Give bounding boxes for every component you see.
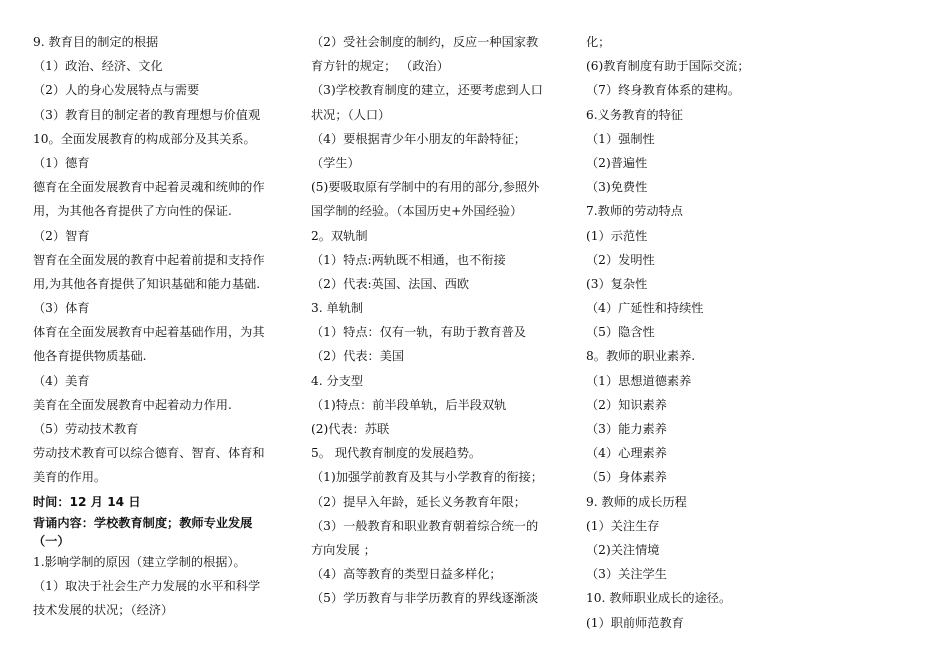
text-line: （5）隐含性 xyxy=(586,325,655,340)
text-column-middle xyxy=(311,30,566,611)
text-line: （1）政治、经济、文化 xyxy=(33,59,163,74)
text-line: （3)学校教育制度的建立，还要考虑到人口 xyxy=(311,83,543,98)
text-line: 他各育提供物质基础. xyxy=(33,349,147,364)
text-line: （2)关注情境 xyxy=(586,542,660,557)
text-line: （4）广延性和持续性 xyxy=(586,301,704,316)
text-line: 体育在全面发展教育中起着基础作用，为其 xyxy=(33,325,265,340)
text-line: （3）一般教育和职业教育朝着综合统一的 xyxy=(311,518,539,533)
text-line: （1）特点:两轨既不相通，也不衔接 xyxy=(311,252,506,267)
text-line: (1）关注生存 xyxy=(586,518,660,533)
text-line: 10。全面发展教育的构成部分及其关系。 xyxy=(33,131,256,146)
text-line: （4）高等教育的类型日益多样化； xyxy=(311,567,502,582)
text-line: （2）人的身心发展特点与需要 xyxy=(33,83,200,98)
text-line: （2）受社会制度的制约，反应一种国家教 xyxy=(311,35,539,49)
text-line: （2）智育 xyxy=(33,228,90,243)
text-line: （2）代表：美国 xyxy=(311,349,405,364)
text-line: （1）思想道德素养 xyxy=(586,373,692,388)
text-line: （4）美育 xyxy=(33,373,90,388)
text-line: （3）能力素养 xyxy=(586,422,667,436)
text-line: （3）关注学生 xyxy=(586,567,667,582)
text-line: （5）身体素养 xyxy=(586,470,667,485)
text-line: 技术发展的状况；（经济） xyxy=(33,603,174,618)
text-line: (3）复杂性 xyxy=(586,276,648,291)
text-line: （学生） xyxy=(311,155,360,170)
text-line: 2。双轨制 xyxy=(311,228,368,243)
text-line: （2）发明性 xyxy=(586,252,655,267)
text-line: （1）德育 xyxy=(33,155,90,170)
text-line: 6.义务教育的特征 xyxy=(586,107,683,122)
text-line: （4）要根据青少年小朋友的年龄特征； xyxy=(311,131,526,146)
text-line: 7.教师的劳动特点 xyxy=(586,204,683,219)
text-line: 8。教师的职业素养. xyxy=(586,349,696,364)
text-line: 5。 现代教育制度的发展趋势。 xyxy=(311,446,482,461)
text-line: 4. 分支型 xyxy=(311,373,364,388)
text-line: （一） xyxy=(33,533,70,548)
text-line: 3. 单轨制 xyxy=(311,301,364,316)
text-line: （2)普遍性 xyxy=(586,155,648,170)
text-column-right xyxy=(586,30,836,635)
text-line: （5）劳动技术教育 xyxy=(33,422,139,436)
text-line: 美育的作用。 xyxy=(33,470,107,485)
text-line: （1)特点：前半段单轨，后半段双轨 xyxy=(311,397,507,412)
text-line: （5）学历教育与非学历教育的界线逐渐淡 xyxy=(311,591,539,606)
text-line: 智育在全面发展的教育中起着前提和支持作 xyxy=(33,252,265,267)
text-line: (1）职前师范教育 xyxy=(586,615,684,630)
text-line: （2）提早入年龄，延长义务教育年限； xyxy=(311,494,526,509)
text-line: (6)教育制度有助于国际交流； xyxy=(586,59,750,74)
text-line: 德育在全面发展教育中起着灵魂和统帅的作 xyxy=(33,180,265,195)
text-line: 劳动技术教育可以综合德育、智育、体育和 xyxy=(33,446,265,461)
text-line: （1）强制性 xyxy=(586,131,655,146)
text-line: 育方针的规定； （政治） xyxy=(311,59,449,74)
text-line: （2）知识素养 xyxy=(586,397,667,412)
text-line: 化； xyxy=(586,35,611,49)
text-line: 方向发展 ； xyxy=(311,542,376,557)
text-line: (5)要吸取原有学制中的有用的部分,参照外 xyxy=(311,180,540,195)
text-column-left xyxy=(33,30,288,622)
text-line: 用，为其他各育提供了方向性的保证. xyxy=(33,204,232,219)
text-line: 背诵内容：学校教育制度；教师专业发展 xyxy=(33,515,253,530)
text-line: 状况；（人口） xyxy=(311,107,391,122)
text-line: （3）教育目的制定者的教育理想与价值观 xyxy=(33,107,261,122)
text-line: （4）心理素养 xyxy=(586,446,667,461)
text-line: （1）特点：仅有一轨，有助于教育普及 xyxy=(311,325,526,340)
text-line: 美育在全面发展教育中起着动力作用. xyxy=(33,397,232,412)
text-line: (2)代表：苏联 xyxy=(311,422,390,436)
text-line: （7）终身教育体系的建构。 xyxy=(586,83,741,98)
text-line: 10. 教师职业成长的途径。 xyxy=(586,591,732,606)
text-line: 用,为其他各育提供了知识基础和能力基础. xyxy=(33,276,261,291)
text-line: （1）取决于社会生产力发展的水平和科学 xyxy=(33,578,261,593)
text-line: （2）代表:英国、法国、西欧 xyxy=(311,276,470,291)
text-line: 9. 教师的成长历程 xyxy=(586,494,687,509)
text-line: （3)免费性 xyxy=(586,180,648,195)
text-line: 9. 教育目的制定的根据 xyxy=(33,35,159,49)
text-line: 国学制的经验。（本国历史+外国经验） xyxy=(311,204,523,219)
text-line: （1)加强学前教育及其与小学教育的衔接； xyxy=(311,470,543,485)
text-line: （3）体育 xyxy=(33,301,90,316)
text-line: 时间：12 月 14 日 xyxy=(33,494,141,509)
text-line: (1）示范性 xyxy=(586,228,648,243)
text-line: 1.影响学制的原因（建立学制的根据）。 xyxy=(33,554,246,569)
